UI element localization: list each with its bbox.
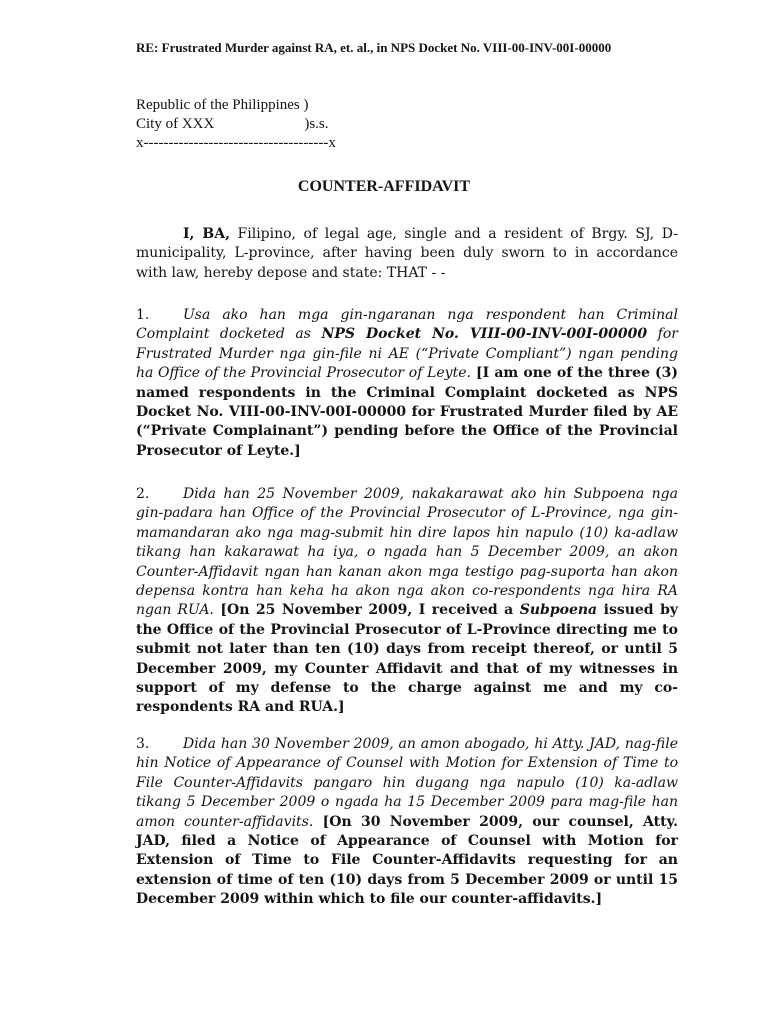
english-translation: [On 30 November 2009, our counsel, Atty. JAD, filed a Notice of Appearance of Counsel with Motion for Extension of Time to File Counter-Affidavits requesting for an extension of time of ten (10) days from 5 December 2009 or until 15 December 2009 within which to file our counter-affidavits.]	[136, 813, 679, 908]
intro-text: Filipino, of legal age, single and a resident of Brgy. SJ, D-municipality, L-province, after having been duly sworn to in accordance with law, hereby depose and state: THAT - -	[136, 226, 678, 281]
waray-docket-number: NPS Docket No. VIII-00-INV-00I-00000	[321, 326, 648, 343]
paragraph-number: 2.	[136, 486, 150, 502]
waray-text: Dida han 25 November 2009, nakakarawat ako hin Subpoena nga gin-padara han Office of the Provincial Prosecutor of L-Province, nga gin-mamandaran ako nga mag-submit hin dire lapos hin napulo (10) ka-adlaw tikang han kakarawat ha iya, o ngada han 5 December 2009, an akon Counter-Affidavit ngan han kanan akon mga testigo pag-suporta han akon depensa kontra han keha ha akon nga akon co-respondents nga hira RA ngan RUA.	[136, 486, 678, 619]
waray-text: for Frustrated Murder nga gin-file ni AE (“Private Compliant”) ngan pending ha Office of the Provincial Prosecutor of Leyte.	[136, 326, 678, 382]
paragraph-2	[136, 485, 678, 718]
document-title: COUNTER-AFFIDAVIT	[297, 178, 471, 195]
english-translation: [I am one of the three (3) named respondents in the Criminal Complaint docketed as NPS Docket No. VIII-00-INV-00I-00000 for Frustrated Murder filed by AE (“Private Complainant”) pending before the Office of the Provincial Prosecutor of Leyte.]	[136, 365, 678, 459]
paragraph-3	[136, 735, 678, 910]
english-translation: issued by the Office of the Provincial Prosecutor of L-Province directing me to submit not later than ten (10) days from receipt thereof, or until 5 December 2009, my Counter Affidavit and that of my witnesses in support of my defense to the charge against me and my co-respondents RA and RUA.]	[136, 602, 679, 716]
english-subpoena-term: Subpoena	[519, 602, 598, 619]
paragraph-1	[136, 306, 678, 461]
venue-block	[136, 96, 336, 153]
affiant-name: I, BA,	[183, 226, 230, 242]
venue-republic: Republic of the Philippines )	[136, 97, 309, 113]
paragraph-number: 3.	[136, 736, 150, 752]
waray-text: Usa ako han mga gin-ngaranan nga respondent han Criminal Complaint docketed as	[136, 307, 678, 343]
reference-line: RE: Frustrated Murder against RA, et. al., in NPS Docket No. VIII-00-INV-00I-00000	[136, 40, 612, 55]
venue-divider: x-------------------------------------x	[136, 135, 336, 151]
waray-text: Dida han 30 November 2009, an amon abogado, hi Atty. JAD, nag-file hin Notice of Appearance of Counsel with Motion for Extension of Time to File Counter-Affidavits pangaro hin dugang nga napulo (10) ka-adlaw tikang 5 December 2009 o ngada ha 15 December 2009 para mag-file han amon counter-affidavits.	[136, 736, 678, 830]
english-translation: [On 25 November 2009, I received a	[213, 602, 520, 619]
paragraph-number: 1.	[136, 307, 150, 323]
intro-paragraph	[136, 225, 678, 283]
venue-city: City of XXX )s.s.	[136, 116, 329, 132]
